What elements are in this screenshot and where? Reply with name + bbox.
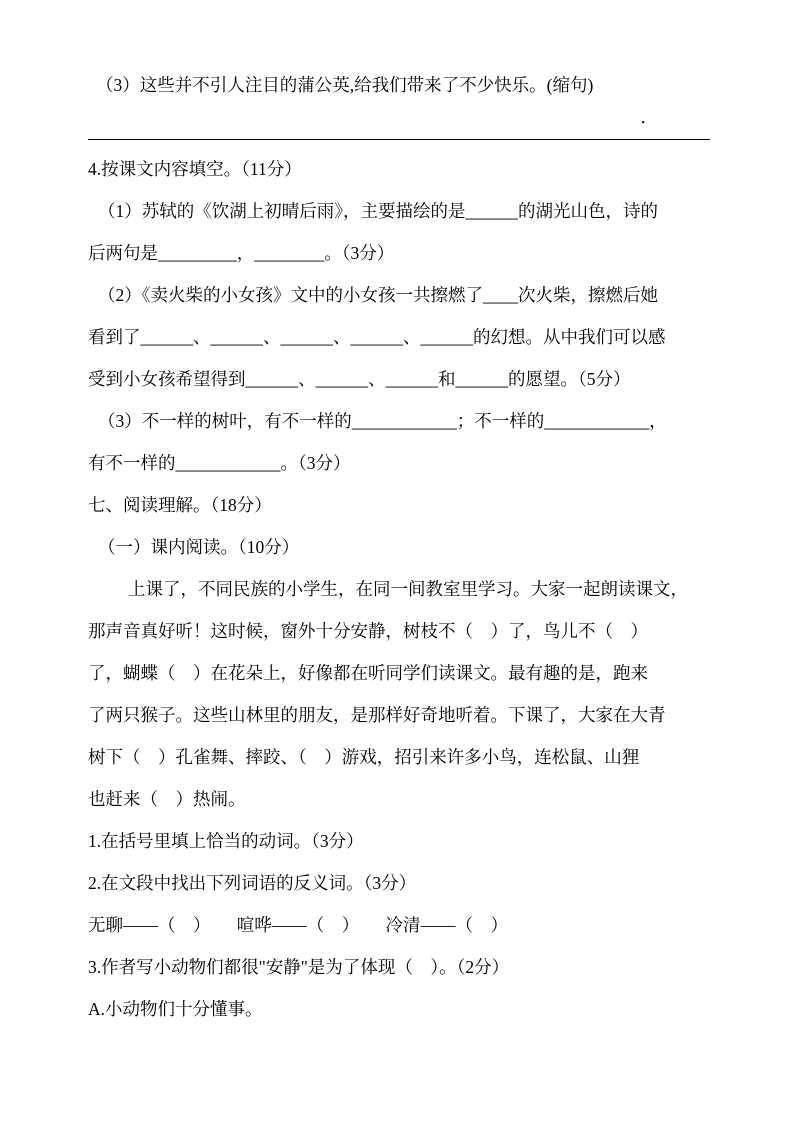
q4-sub1-line2 <box>88 232 710 274</box>
line-text: （3）不一样的树叶，有不一样的____________；不一样的____________， <box>98 411 667 431</box>
passage-line-5 <box>88 736 710 778</box>
period-mark: ． <box>640 106 658 127</box>
line-text: 受到小女孩希望得到______、______、______和______的愿望。（5分） <box>88 369 631 389</box>
q4-sub2-line1 <box>88 274 710 316</box>
line-text: 了两只猴子。这些山林里的朋友，是那样好奇地听着。下课了，大家在大青 <box>88 705 666 725</box>
line-text: 1.在括号里填上恰当的动词。（3分） <box>88 831 364 851</box>
passage-line-1 <box>88 568 710 610</box>
answer-line <box>88 106 710 148</box>
q4-sub3-line2 <box>88 442 710 484</box>
answer-underline <box>88 106 710 140</box>
line-text: A.小动物们十分懂事。 <box>88 999 263 1019</box>
passage-line-3 <box>88 652 710 694</box>
q4-sub1-line1 <box>88 190 710 232</box>
q4-sub2-line3 <box>88 358 710 400</box>
line-text: 3.作者写小动物们都很"安静"是为了体现（ ）。（2分） <box>88 957 510 977</box>
line-text: 后两句是_________，________。（3分） <box>88 243 395 263</box>
section-7-header <box>88 484 710 526</box>
line-text: 无聊——（ ） 喧哗——（ ） 冷清——（ ） <box>88 915 508 935</box>
line-text: （3）这些并不引人注目的蒲公英,给我们带来了不少快乐。(缩句) <box>96 75 594 95</box>
line-text: 那声音真好听！这时候，窗外十分安静，树枝不（ ）了，鸟儿不（ ） <box>88 621 648 641</box>
line-text: （2）《卖火柴的小女孩》文中的小女孩一共擦燃了____次火柴，擦燃后她 <box>98 285 658 305</box>
q4-sub2-line2 <box>88 316 710 358</box>
line-text: 有不一样的____________。（3分） <box>88 453 351 473</box>
question-4-header <box>88 148 710 190</box>
reading-question-2 <box>88 862 710 904</box>
line-text: 2.在文段中找出下列词语的反义词。（3分） <box>88 873 417 893</box>
line-text: （一）课内阅读。（10分） <box>98 537 300 557</box>
document-page <box>88 64 710 1030</box>
passage-line-4 <box>88 694 710 736</box>
line-text: 4.按课文内容填空。（11分） <box>88 159 302 179</box>
line-text: 看到了______、______、______、______、______的幻想。从中我们可以感 <box>88 327 666 347</box>
q4-sub3-line1 <box>88 400 710 442</box>
line-text: 七、阅读理解。（18分） <box>88 495 272 515</box>
reading-question-3 <box>88 946 710 988</box>
sub-question-3-condense <box>88 64 710 106</box>
line-text: （1）苏轼的《饮湖上初晴后雨》，主要描绘的是______的湖光山色，诗的 <box>98 201 658 221</box>
passage-line-2 <box>88 610 710 652</box>
antonym-line <box>88 904 710 946</box>
line-text: 树下（ ）孔雀舞、摔跤、（ ）游戏，招引来许多小鸟，连松鼠、山狸 <box>88 747 640 767</box>
part-1-header <box>88 526 710 568</box>
option-a <box>88 988 710 1030</box>
reading-question-1 <box>88 820 710 862</box>
line-text: 了，蝴蝶（ ）在花朵上，好像都在听同学们读课文。最有趣的是，跑来 <box>88 663 648 683</box>
line-text: 也赶来（ ）热闹。 <box>88 789 246 809</box>
passage-line-6 <box>88 778 710 820</box>
line-text: 上课了，不同民族的小学生，在同一间教室里学习。大家一起朗读课文， <box>128 579 688 599</box>
